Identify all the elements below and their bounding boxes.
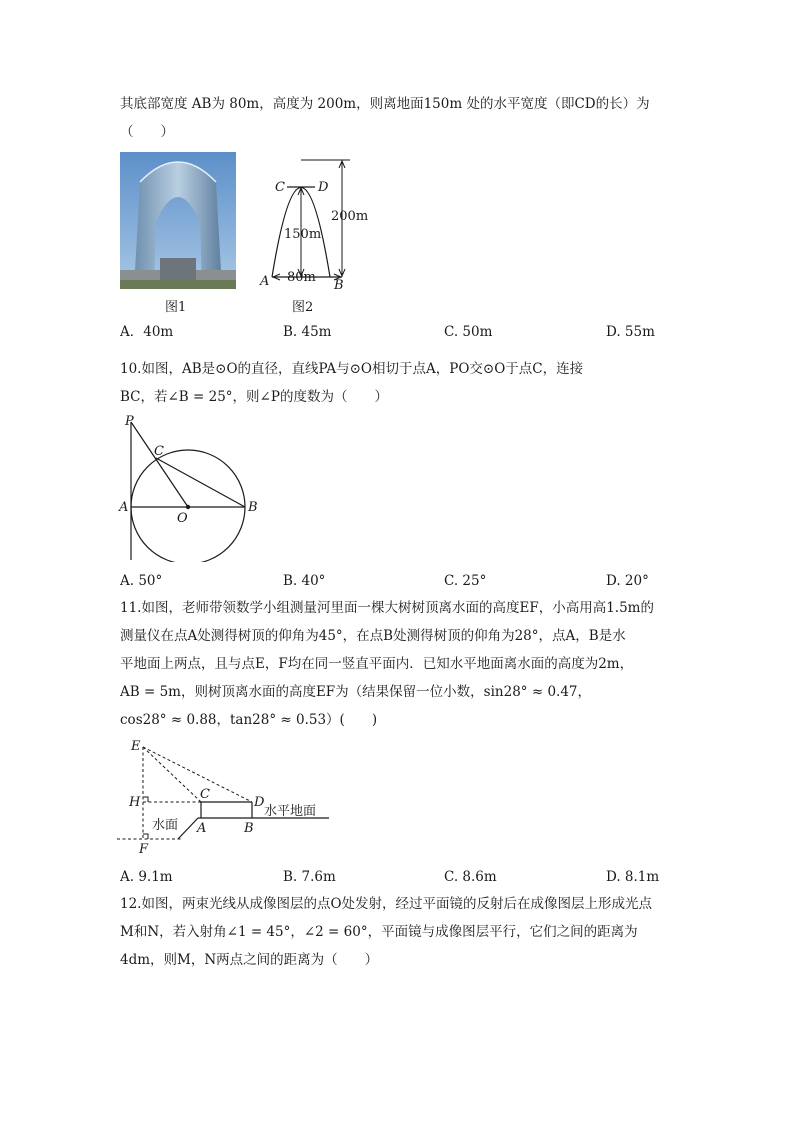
right-angle-h (143, 797, 148, 802)
q9-figure-2-diagram (258, 150, 368, 295)
arch-building-photo (120, 152, 236, 289)
q11-line-1: 11.如图，老师带领数学小组测量河里面一棵大树树顶离水面的高度EF，小高用高1.5m的 (120, 600, 654, 616)
q9-figure-1-caption: 图1 (165, 300, 187, 315)
q10-option-b[interactable]: B. 40° (283, 573, 326, 589)
q10-circle-diagram (116, 412, 266, 562)
q10-option-c[interactable]: C. 25° (444, 573, 487, 589)
q11-option-d[interactable]: D. 8.1m (606, 869, 660, 885)
center-point-o (186, 505, 190, 509)
q11-option-b[interactable]: B. 7.6m (283, 869, 336, 885)
segment-po (131, 422, 188, 507)
q10-option-d[interactable]: D. 20° (606, 573, 649, 589)
label-p: P (125, 414, 134, 429)
q11-tree-measure-diagram (112, 736, 337, 858)
label-d: D (254, 795, 265, 810)
label-water: 水面 (152, 818, 179, 833)
q9-line-2: （ ） (120, 124, 174, 140)
q10-option-a[interactable]: A. 50° (120, 573, 163, 589)
label-h: H (129, 795, 141, 810)
q10-line-2: BC，若∠B = 25°，则∠P的度数为（ ） (120, 389, 388, 405)
label-80m: 80m (287, 270, 316, 285)
q11-line-5: cos28° ≈ 0.88，tan28° ≈ 0.53）( ) (120, 712, 378, 728)
label-b: B (334, 278, 344, 293)
right-angle-f (143, 834, 148, 839)
q11-option-c[interactable]: C. 8.6m (444, 869, 497, 885)
label-o: O (177, 511, 188, 526)
q9-figure-1-photo (120, 152, 236, 289)
label-e: E (131, 739, 141, 754)
q9-option-b[interactable]: B. 45m (283, 324, 332, 340)
bank-slope (178, 818, 198, 839)
label-a: A (119, 500, 129, 515)
label-b: B (244, 821, 254, 836)
label-c: C (154, 444, 164, 459)
segment-bc (156, 458, 245, 507)
q11-line-2: 测量仪在点A处测得树顶的仰角为45°，在点B处测得树顶的仰角为28°，点A，B是水 (120, 628, 626, 644)
q12-line-2: M和N，若入射角∠1 = 45°，∠2 = 60°，平面镜与成像图层平行，它们之间的距离为 (120, 924, 638, 940)
label-200m: 200m (331, 209, 368, 224)
q11-option-a[interactable]: A. 9.1m (120, 869, 173, 885)
q9-option-a[interactable]: A．40m (120, 324, 174, 340)
label-c: C (275, 180, 285, 195)
q9-figure-2-caption: 图2 (292, 300, 314, 315)
q11-line-3: 平地面上两点，且与点E，F均在同一竖直平面内．已知水平地面离水面的高度为2m， (120, 656, 634, 672)
label-ground: 水平地面 (264, 804, 317, 819)
label-c: C (200, 787, 210, 802)
q9-option-d[interactable]: D. 55m (606, 324, 655, 340)
dashed-ed (143, 747, 252, 802)
label-a: A (197, 821, 207, 836)
q9-option-c[interactable]: C. 50m (444, 324, 493, 340)
label-d: D (318, 180, 329, 195)
q11-line-4: AB = 5m，则树顶离水面的高度EF为（结果保留一位小数，sin28° ≈ 0.47， (120, 684, 591, 700)
label-a: A (260, 274, 270, 289)
q9-line-1: 其底部宽度 AB为 80m，高度为 200m，则离地面150m 处的水平宽度（即CD的长）为 (120, 96, 650, 112)
label-150m: 150m (284, 227, 322, 242)
dashed-ec (143, 747, 201, 802)
q10-line-1: 10.如图，AB是⊙O的直径，直线PA与⊙O相切于点A，PO交⊙O于点C，连接 (120, 361, 584, 377)
label-f: F (139, 842, 149, 857)
label-b: B (248, 500, 258, 515)
q12-line-1: 12.如图，两束光线从成像图层的点O处发射，经过平面镜的反射后在成像图层上形成光点 (120, 896, 653, 912)
q12-line-3: 4dm，则M，N两点之间的距离为（ ） (120, 952, 379, 968)
